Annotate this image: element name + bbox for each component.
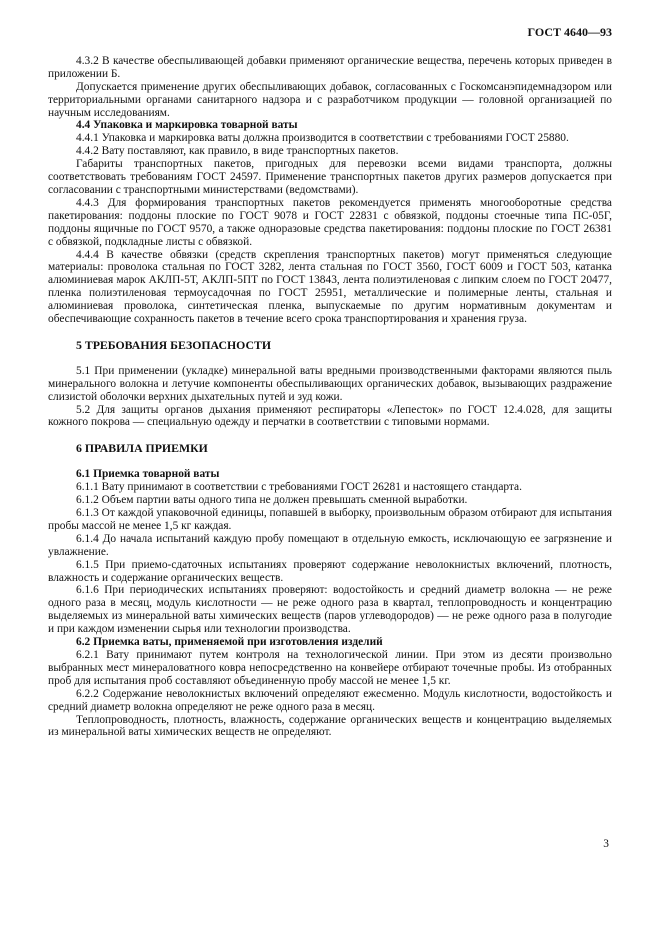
paragraph: 6.1.2 Объем партии ваты одного типа не должен превышать сменной выработки. (76, 494, 468, 507)
paragraph: 4.4.4 В качестве обвязки (средств скрепления транспортных пакетов) могут применяться следующие материалы: проволока стальная по ГОСТ 3282, лента стальная по ГОСТ 3560, ГОСТ 6009 и ГОСТ 503, катанка алюминиевая марок АКЛП-5Т, АКЛП-5ПТ по ГОСТ 13843, лента полиэтиленовая с липким слоем по ГОСТ 20477, пленка полиэтиленовая термоусадочная по ГОСТ 25951, металлические и полимерные ленты, стальная и алюминиевая проволока, синтетическая пленка, выпускаемые по другим нормативным документам и обеспечивающие сохранность пакетов в течение всего срока транспортирования и хранения груза. (48, 248, 612, 326)
section-heading: 6 ПРАВИЛА ПРИЕМКИ (76, 441, 208, 456)
standard-number-header: ГОСТ 4640—93 (527, 25, 612, 39)
sub-heading: 6.2 Приемка ваты, применяемой при изготовления изделий (76, 636, 383, 649)
paragraph: 6.2.2 Содержание неволокнистых включений определяют ежесменно. Модуль кислотности, водостойкость и средний диаметр волокна определяют не реже одного раза в месяц. (48, 687, 612, 713)
sub-heading: 6.1 Приемка товарной ваты (76, 468, 220, 481)
paragraph: 4.3.2 В качестве обеспыливающей добавки применяют органические вещества, перечень которых приведен в приложении Б. (48, 54, 612, 80)
section-heading: 5 ТРЕБОВАНИЯ БЕЗОПАСНОСТИ (76, 337, 272, 352)
paragraph: 5.1 При применении (укладке) минеральной ваты вредными производственными факторами являются пыль минерального волокна и летучие компоненты обеспыливающих органических добавок, вызывающих раздражение слизистой оболочки верхних дыхательных путей и зуд кожи. (48, 364, 612, 403)
page-number: 3 (603, 838, 609, 850)
paragraph: 6.1.3 От каждой упаковочной единицы, попавшей в выборку, произвольным образом отбирают для испытания пробы массой не менее 1,5 кг каждая. (48, 507, 612, 532)
sub-heading: 4.4 Упаковка и маркировка товарной ваты (76, 119, 298, 132)
paragraph: 4.4.2 Вату поставляют, как правило, в виде транспортных пакетов. (76, 145, 399, 158)
paragraph: 6.1.1 Вату принимают в соответствии с требованиями ГОСТ 26281 и настоящего стандарта. (76, 481, 522, 494)
paragraph: 4.4.1 Упаковка и маркировка ваты должна производится в соответствии с требованиями ГОСТ 25880. (76, 132, 569, 145)
document-body (48, 55, 612, 739)
paragraph: 5.2 Для защиты органов дыхания применяют респираторы «Лепесток» по ГОСТ 12.4.028, для защиты кожного покрова — специальную одежду и перчатки в соответствии с типовыми нормами. (48, 403, 612, 429)
paragraph: Допускается применение других обеспыливающих добавок, согласованных с Госкомсанэпидемнадзором или территориальными органами санитарного надзора и с разработчиком продукции — головной организацией по научным исследованиям. (48, 80, 612, 119)
paragraph: Габариты транспортных пакетов, пригодных для перевозки всеми видами транспорта, должны соответствовать требованиям ГОСТ 24597. Применение транспортных пакетов других размеров допускается при согласовании с транспортными министерствами (ведомствами). (48, 158, 612, 196)
paragraph: 4.4.3 Для формирования транспортных пакетов рекомендуется применять многооборотные средства пакетирования: поддоны плоские по ГОСТ 9078 и ГОСТ 22831 с обвязкой, поддоны стоечные типа ПС-05Г, поддоны ящичные по ГОСТ 9570, а также одноразовые средства пакетирования: поддоны плоские по ГОСТ 26381 с обвязкой, подкладные листы с обвязкой. (48, 196, 612, 248)
paragraph: 6.1.6 При периодических испытаниях проверяют: водостойкость и средний диаметр волокна — не реже одного раза в месяц, модуль кислотности — не реже одного раза в квартал, теплопроводность и концентрацию выделяемых из минеральной ваты химических веществ (паров углеводородов) — не реже одного раза в полугодие и при каждом изменении сырья или технологии производства. (48, 584, 612, 636)
paragraph: 6.1.4 До начала испытаний каждую пробу помещают в отдельную емкость, исключающую ее загрязнение и увлажнение. (48, 532, 612, 558)
paragraph: Теплопроводность, плотность, влажность, содержание органических веществ и концентрацию выделяемых из минеральной ваты химических веществ не определяют. (48, 713, 612, 739)
paragraph: 6.1.5 При приемо-сдаточных испытаниях проверяют содержание неволокнистых включений, плотность, влажность и содержание органических веществ. (48, 558, 612, 584)
paragraph: 6.2.1 Вату принимают путем контроля на технологической линии. При этом из десяти произвольно выбранных мест минераловатного ковра непосредственно на конвейере отбирают точечные пробы. Из отобранных проб для испытания проб составляют объединенную пробу массой не менее 1,5 кг. (48, 648, 612, 687)
